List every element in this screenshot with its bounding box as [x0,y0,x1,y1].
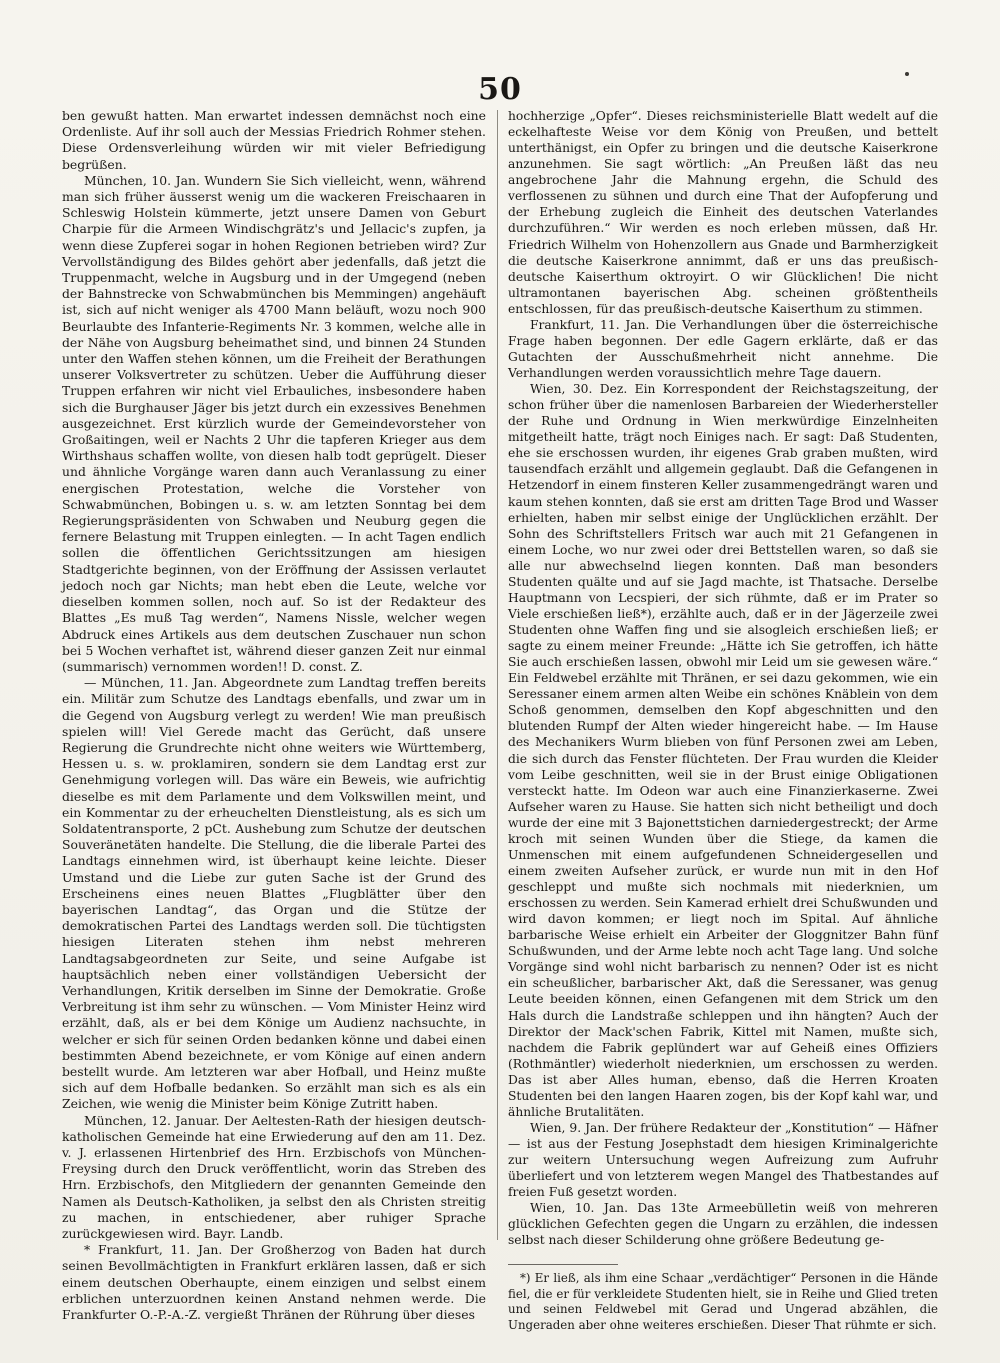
article-paragraph: * Frankfurt, 11. Jan. Der Großherzog von Baden hat durch seinen Bevollmächtigten in Frankfurt erklären lassen, daß er sich einem deutschen Oberhaupte, einem einzigen und selbst einem erblichen unterzuordnen keinen Anstand nehmen werde. Die Frankfurter O.-P.-A.-Z. vergießt Thränen der Rührung über dieses [62,1242,486,1323]
article-paragraph: Wien, 30. Dez. Ein Korrespondent der Reichstagszeitung, der schon früher über die namenlosen Barbareien der Wiederhersteller der Ruhe und Ordnung in Wien merkwürdige Einzelnheiten mitgetheilt hatte, trägt noch Einiges nach. Er sagt: Daß Studenten, ehe sie erschossen wurden, ihr eigenes Grab graben mußten, wird tausendfach erzählt und allgemein geglaubt. Daß die Gefangenen in Hetzendorf in einem finsteren Keller zusammengedrängt waren und kaum stehen konnten, daß sie erst am dritten Tage Brod und Wasser erhielten, haben mir selbst einige der Unglücklichen erzählt. Der Sohn des Schriftstellers Fritsch war auch mit 21 Gefangenen in einem Loche, wo nur zwei oder drei Bettstellen waren, so daß sie alle nur abwechselnd liegen konnten. Daß man besonders Studenten quälte und auf sie Jagd machte, ist Thatsache. Derselbe Hauptmann von Lecspieri, der sich rühmte, daß er im Prater so Viele erschießen ließ*), erzählte auch, daß er in der Jägerzeile zwei Studenten ohne Waffen fing und sie alsogleich erschießen ließ; er sagte zu einem meiner Freunde: „Hätte ich Sie getroffen, ich hätte Sie auch erschießen lassen, obwohl mir Leid um sie gewesen wäre.“ Ein Feldwebel erzählte mit Thränen, er sei dazu gekommen, wie ein Seressaner einem armen alten Weibe ein schönes Knäblein von dem Schoß genommen, demselben den Kopf abgeschnitten und den blutenden Rumpf der Alten wieder hingereicht habe. — Im Hause des Mechanikers Wurm blieben von fünf Personen zwei am Leben, die sich durch das Fenster flüchteten. Der Frau wurden die Kleider vom Leibe geschnitten, weil sie in der Brust einige Obligationen versteckt hatte. Im Odeon war auch eine Finanzierkaserne. Zwei Aufseher waren zu Hause. Sie hatten sich nicht betheiligt und doch wurde der eine mit 3 Bajonettstichen darniedergestreckt; der Arme kroch mit seinen Wunden über die Stiege, da kamen die Unmenschen mit einem aufgefundenen Schneidergesellen und einem zweiten Aufseher zurück, er wurde nun mit in den Hof geschleppt und mußte sich nochmals mit niederknien, um erschossen zu werden. Sein Kamerad erhielt drei Schußwunden und wird davon kommen; er liegt noch im Spital. Auf ähnliche barbarische Weise erhielt ein Arbeiter der Gloggnitzer Bahn fünf Schußwunden, und der Arme lebte noch acht Tage lang. Und solche Vorgänge sind wohl nicht barbarisch zu nennen? Oder ist es nicht ein scheußlicher, barbarischer Akt, daß die Seressaner, was genug Leute beeiden können, einen Gefangenen mit dem Strick um den Hals durch die Landstraße schleppen und ihn hängten? Auch der Direktor der Mack'schen Fabrik, Kittel mit Namen, mußte sich, nachdem die Fabrik geplündert war auf Geheiß eines Offiziers (Rothmäntler) wiederholt niederknien, um erschossen zu werden. Das ist aber Alles human, ebenso, daß die Herren Kroaten Studenten bei den langen Haaren zogen, bis der Kopf kahl war, und ähnliche Brutalitäten. [508,382,938,1119]
right-column [508,108,938,1333]
article-paragraph: Wien, 10. Jan. Das 13te Armeebülletin weiß von mehreren glücklichen Gefechten gegen die Ungarn zu erzählen, die indessen selbst nach dieser Schilderung ohne größere Bedeutung ge- [508,1201,938,1248]
article-paragraph: ben gewußt hatten. Man erwartet indessen demnächst noch eine Ordenliste. Auf ihr soll auch der Messias Friedrich Rohmer stehen. Diese Ordensverleihung würden wir mit vieler Befriedigung begrüßen. [62,108,486,172]
page-number: 50 [478,72,522,107]
article-paragraph: hochherzige „Opfer“. Dieses reichsministerielle Blatt wedelt auf die eckelhafteste Weise vor dem König von Preußen, und bettelt unterthänigst, ein Opfer zu bringen und die deutsche Kaiserkrone anzunehmen. Sie sagt wörtlich: „An Preußen läßt das neu angebrochene Jahr die Mahnung ergehn, die Schuld des verflossenen zu sühnen und durch eine That der Aufopferung und der Erhebung zugleich die Einheit des deutschen Vaterlandes durchzuführen.“ Wir werden es noch erleben müssen, daß Hr. Friedrich Wilhelm von Hohenzollern aus Gnade und Barmherzigkeit die deutsche Kaiserkrone annimmt, daß er uns das preußisch-deutsche Kaiserthum oktroyirt. O wir Glücklichen! Die nicht ultramontanen bayerischen Abg. scheinen größtentheils entschlossen, für das preußisch-deutsche Kaiserthum zu stimmen. [508,109,938,316]
article-paragraph: München, 12. Januar. Der Aeltesten-Rath der hiesigen deutsch-katholischen Gemeinde hat eine Erwiederung auf den am 11. Dez. v. J. erlassenen Hirtenbrief des Hrn. Erzbischofs von München-Freysing durch den Druck veröffentlicht, worin das Streben des Hrn. Erzbischofs, den Mitgliedern der genannten Gemeinde den Namen als Deutsch-Katholiken, ja selbst den als Christen streitig zu machen, in entschiedener, aber ruhiger Sprache zurückgewiesen wird. Bayr. Landb. [62,1112,486,1242]
column-divider [497,110,498,1240]
article-paragraph: — München, 11. Jan. Abgeordnete zum Landtag treffen bereits ein. Militär zum Schutze des Landtags ebenfalls, und zwar um in die Gegend von Augsburg verlegt zu werden! Wie man preußisch spielen will! Viel Gerede macht das Gerücht, daß unsere Regierung die Grundrechte nicht ohne weiters wie Württemberg, Hessen u. s. w. proklamiren, sondern sie dem Landtag erst zur Genehmigung vorlegen will. Das wäre ein Beweis, wie aufrichtig dieselbe es mit dem Parlamente und dem Volkswillen meint, und ein Kommentar zu der erheuchelten Dienstleistung, als es sich um Soldatentransporte, 2 pCt. Aushebung zum Schutze der deutschen Souveränetäten handelte. Die Stellung, die die liberale Partei des Landtags einnehmen wird, ist überhaupt keine leichte. Dieser Umstand und die Liebe zur guten Sache ist der Grund des Erscheinens eines neuen Blattes „Flugblätter über den bayerischen Landtag“, das Organ und die Stütze der demokratischen Partei des Landtags werden soll. Die tüchtigsten hiesigen Literaten stehen ihm nebst mehreren Landtagsabgeordneten zur Seite, und seine Aufgabe ist hauptsächlich neben einer vollständigen Uebersicht der Verhandlungen, Kritik derselben im Sinne der Demokratie. Große Verbreitung ist ihm sehr zu wünschen. — Vom Minister Heinz wird erzählt, daß, als er bei dem Könige um Audienz nachsuchte, in welcher er sich für seinen Orden bedanken könne und dabei einen bestimmten Abend bezeichnete, er vom Könige auf einen andern bestellt wurde. Am letzteren war aber Hofball, und Heinz mußte sich auf dem Hofballe bedanken. So erzählt man sich es als ein Zeichen, wie wenig die Minister beim Könige Zutritt haben. [62,675,486,1112]
article-paragraph: München, 10. Jan. Wundern Sie Sich vielleicht, wenn, während man sich früher äusserst wenig um die wackeren Freischaaren in Schleswig Holstein kümmerte, jetzt unsere Damen von Geburt Charpie für die Armeen Windischgrätz's und Jellacic's zupfen, ja wenn diese Zupferei sogar in hohen Regionen betrieben wird? Zur Vervollständigung des Bildes gehört aber jedenfalls, daß jetzt die Truppenmacht, welche in Augsburg und in der Umgegend (neben der Bahnstrecke von Schwabmünchen bis Memmingen) angehäuft ist, sich auf nicht weniger als 4700 Mann beläuft, wozu noch 900 Beurlaubte des Infanterie-Regiments Nr. 3 kommen, welche alle in der Nähe von Augsburg beheimathet sind, und binnen 24 Stunden unter den Waffen stehen können, um die Freiheit der Berathungen unserer Volksvertreter zu schützen. Ueber die Aufführung dieser Truppen erfahren wir nicht viel Erbauliches, insbesondere haben sich die Burghauser Jäger bis jetzt durch ein exzessives Benehmen ausgezeichnet. Erst kürzlich wurde der Gemeindevorsteher von Großaitingen, weil er Nachts 2 Uhr die tapferen Krieger aus dem Wirthshaus schaffen wollte, von diesen halb todt geprügelt. Dieser und ähnliche Vorgänge waren dann auch Veranlassung zu einer energischen Protestation, welche die Vorsteher von Schwabmünchen, Bobingen u. s. w. am letzten Sonntag bei dem Regierungspräsidenten von Schwaben und Neuburg gegen die fernere Belastung mit Truppen einlegten. — In acht Tagen endlich sollen die öffentlichen Gerichtssitzungen am hiesigen Stadtgerichte beginnen, von der Eröffnung der Assissen verlautet jedoch noch gar Nichts; man hebt eben die Leute, welche vor dieselben kommen sollen, noch auf. So ist der Redakteur des Blattes „Es muß Tag werden“, Namens Nissle, welcher wegen Abdruck eines Artikels aus dem deutschen Zuschauer nun schon bei 5 Wochen verhaftet ist, während dieser ganzen Zeit nur einmal (summarisch) vernommen worden!! D. const. Z. [62,172,486,674]
article-paragraph: Frankfurt, 11. Jan. Die Verhandlungen über die österreichische Frage haben begonnen. Der edle Gagern erklärte, daß er das Gutachten der Ausschußmehrheit nicht annehme. Die Verhandlungen werden voraussichtlich mehre Tage dauern. [508,317,938,380]
article-paragraph: Wien, 9. Jan. Der frühere Redakteur der „Konstitution“ — Häfner — ist aus der Festung Josephstadt dem hiesigen Kriminalgerichte zur weitern Untersuchung wegen Aufreizung zum Aufruhr überliefert und von letzterem wegen Mangel des Thatbestandes auf freien Fuß gesetzt worden. [508,1120,938,1200]
footnote-rule [508,1264,618,1265]
footnote: *) Er ließ, als ihm eine Schaar „verdächtiger“ Personen in die Hände fiel, die er für verkleidete Studenten hielt, sie in Reihe und Glied treten und seinen Feldwebel mit Gerad und Ungerad abzählen, die Ungeraden aber ohne weiteres erschießen. Dieser That rühmte er sich. [508,1271,938,1332]
left-column [62,108,486,1323]
